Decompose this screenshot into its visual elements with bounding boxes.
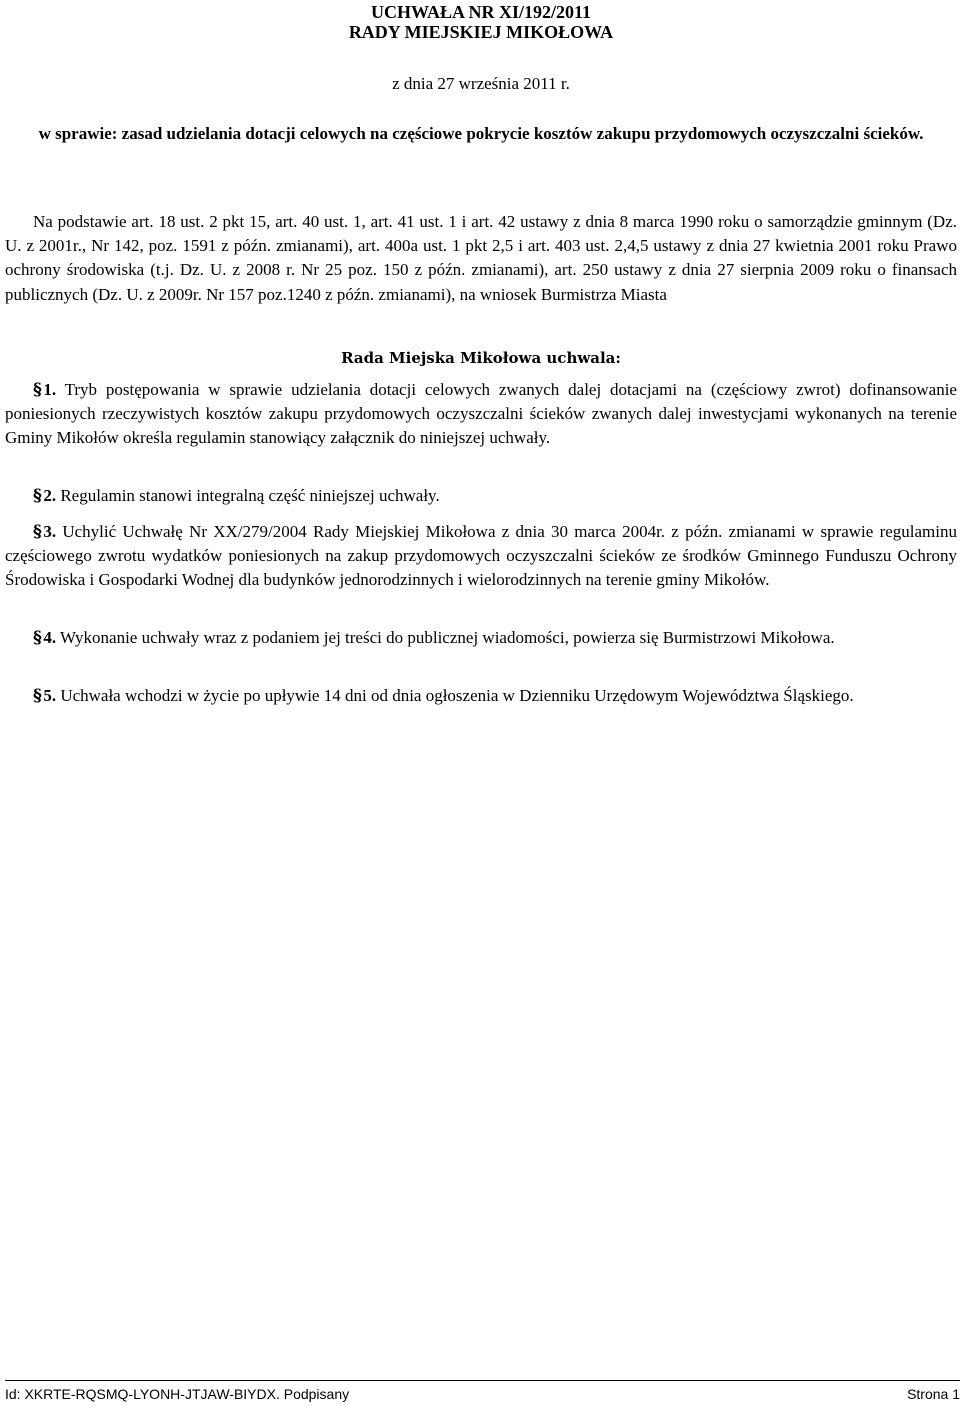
document-id: Id: XKRTE-RQSMQ-LYONH-JTJAW-BIYDX. Podpisany: [5, 1386, 350, 1402]
paragraph-1: [5, 378, 957, 451]
paragraph-number: 5.: [43, 686, 57, 705]
section-symbol: §: [33, 380, 42, 400]
paragraph-number: 4.: [43, 628, 57, 647]
paragraph-number: 3.: [43, 522, 57, 541]
paragraph-text: Tryb postępowania w sprawie udzielania dotacji celowych zwanych dalej dotacjami na (częściowy zwrot) dofinansowanie poniesionych rzeczywistych kosztów zakupu przydomowych oczyszczalni ścieków zwanych dalej inwestycjami wykonanych na terenie Gminy Mikołów określa regulamin stanowiący załącznik do niniejszej uchwały.: [5, 380, 957, 448]
paragraph-number: 2.: [43, 486, 57, 505]
council-title: RADY MIEJSKIEJ MIKOŁOWA: [348, 22, 614, 42]
preamble-text: Na podstawie art. 18 ust. 2 pkt 15, art. 40 ust. 1, art. 41 ust. 1 i art. 42 ustawy z dnia 8 marca 1990 roku o samorządzie gminnym (Dz. U. z 2001r., Nr 142, poz. 1591 z późn. zmianami), art. 400a ust. 1 pkt 2,5 i art. 403 ust. 2,4,5 ustawy z dnia 27 kwietnia 2001 roku Prawo ochrony środowiska (t.j. Dz. U. z 2008 r. Nr 25 poz. 150 z późn. zmianami), art. 250 ustawy z dnia 27 sierpnia 2009 roku o finansach publicznych (Dz. U. z 2009r. Nr 157 poz.1240 z późn. zmianami), na wniosek Burmistrza Miasta: [5, 212, 957, 304]
preamble: [5, 210, 957, 307]
section-symbol: §: [33, 628, 42, 648]
document-page: [5, 0, 960, 1406]
section-symbol: §: [33, 486, 42, 506]
paragraph-3: [5, 520, 957, 593]
paragraph-4: [5, 626, 957, 650]
paragraph-text: Regulamin stanowi integralną część niniejszej uchwały.: [60, 486, 440, 505]
paragraph-2: [5, 484, 957, 508]
section-symbol: §: [33, 522, 42, 542]
page-number: Strona 1: [907, 1386, 960, 1402]
subject-text: w sprawie: zasad udzielania dotacji celowych na częściowe pokrycie kosztów zakupu przydomowych oczyszczalni ścieków.: [38, 124, 924, 143]
footer-divider: [5, 1380, 960, 1381]
paragraph-number: 1.: [43, 380, 57, 399]
paragraph-text: Uchylić Uchwałę Nr XX/279/2004 Rady Miejskiej Mikołowa z dnia 30 marca 2004r. z późn. zmianami w sprawie regulaminu częściowego zwrotu wydatków poniesionych na zakup przydomowych oczyszczalni ścieków ze środków Gminnego Funduszu Ochrony Środowiska i Gospodarki Wodnej dla budynków jednorodzinnych i wielorodzinnych na terenie gminy Mikołów.: [5, 522, 957, 590]
resolution-subject: [5, 122, 957, 145]
paragraph-text: Uchwała wchodzi w życie po upływie 14 dni od dnia ogłoszenia w Dzienniku Urzędowym Województwa Śląskiego.: [60, 686, 854, 705]
council-decision: Rada Miejska Mikołowa uchwala:: [341, 349, 621, 367]
paragraph-text: Wykonanie uchwały wraz z podaniem jej treści do publicznej wiadomości, powierza się Burmistrzowi Mikołowa.: [60, 628, 835, 647]
resolution-date: z dnia 27 września 2011 r.: [392, 74, 570, 93]
resolution-title: UCHWAŁA NR XI/192/2011: [370, 2, 592, 22]
section-symbol: §: [33, 686, 42, 706]
paragraph-5: [5, 684, 957, 708]
